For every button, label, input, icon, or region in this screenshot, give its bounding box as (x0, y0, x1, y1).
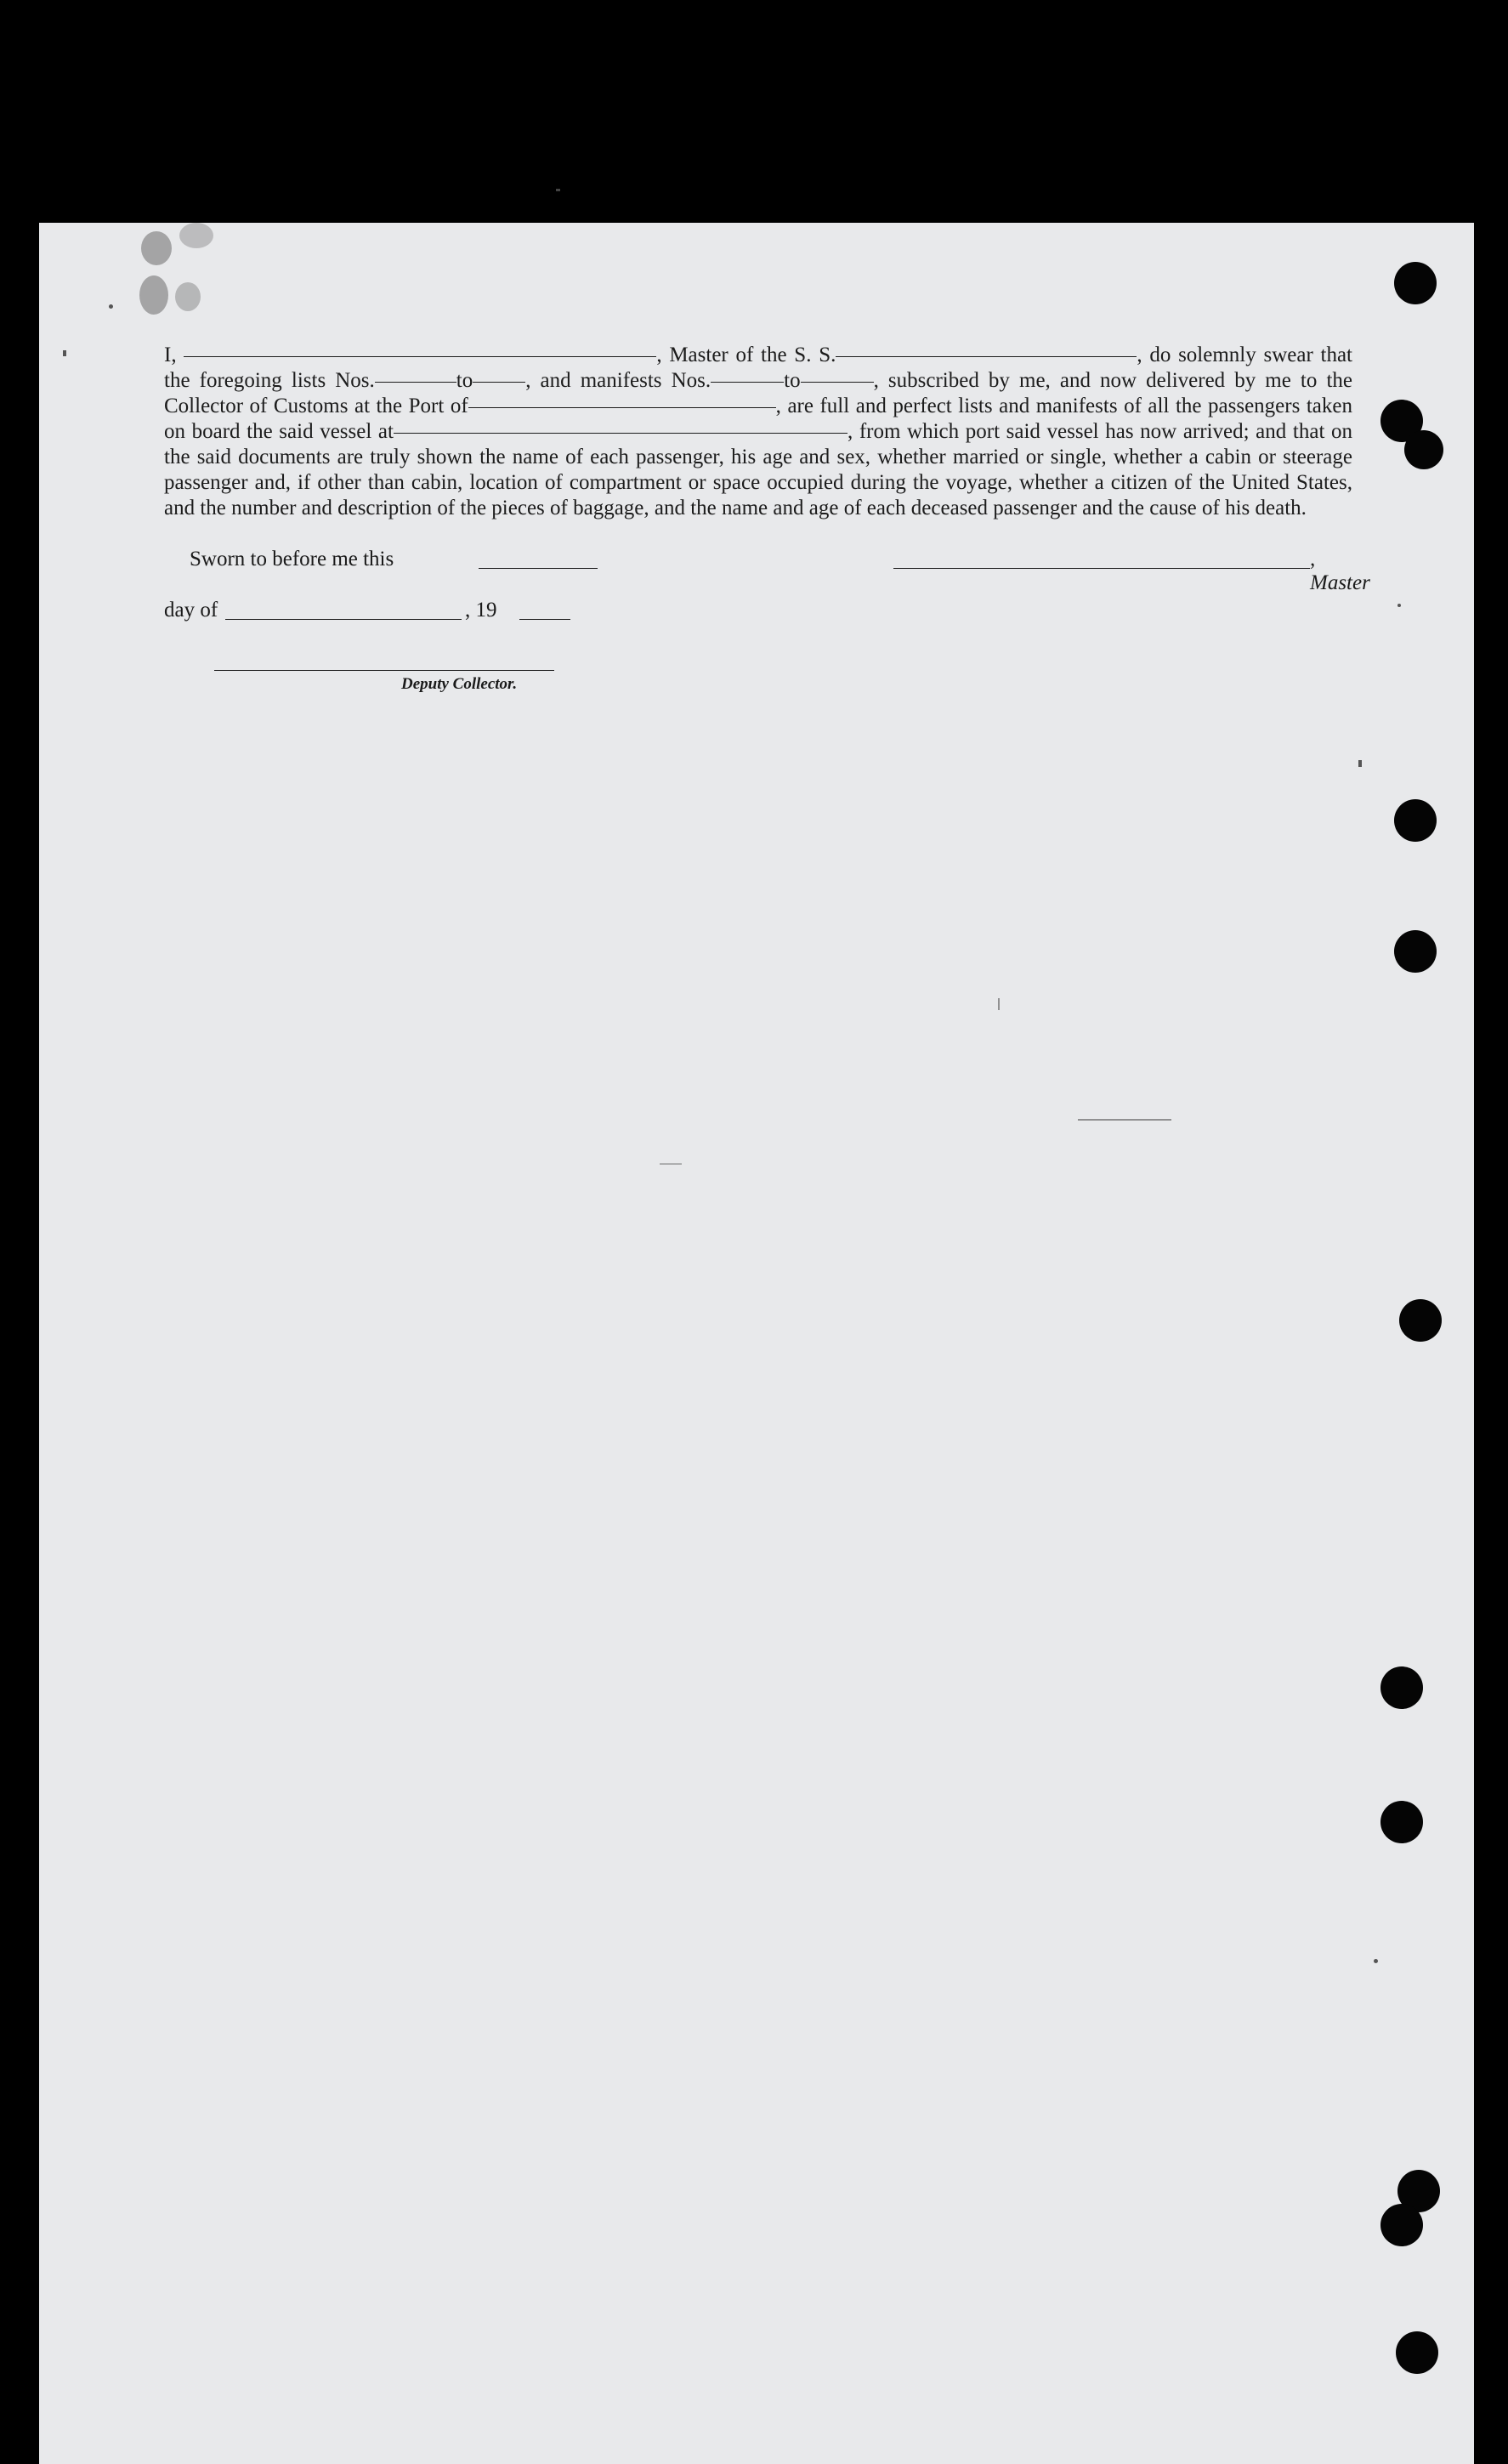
ink-smudge (139, 275, 168, 315)
ink-speck (660, 1163, 682, 1165)
oath-text-3: , do solemnly swear that the foregoing lists Nos. (164, 343, 1353, 392)
oath-text-8: , are full and perfect lists and manifests of all the passengers taken on board the said vessel at (164, 395, 1352, 443)
punch-hole (1380, 1666, 1423, 1709)
manifest-to-blank (801, 382, 874, 383)
margin-speck (556, 189, 560, 191)
ink-speck (109, 304, 113, 309)
punch-hole (1396, 2331, 1438, 2374)
day-row (164, 599, 674, 627)
master-label: , Master (1310, 548, 1370, 594)
sworn-text: Sworn to before me this (190, 548, 394, 571)
port-of-arrival-blank (468, 407, 776, 408)
day-of-text: day of (164, 599, 218, 622)
ink-speck (1078, 1119, 1171, 1121)
port-of-departure-blank (394, 433, 848, 434)
sworn-row (164, 548, 1370, 594)
punch-hole (1380, 2204, 1423, 2246)
oath-paragraph (164, 343, 1352, 521)
sworn-date-blank (479, 568, 598, 569)
punch-hole (1380, 1801, 1423, 1843)
oath-text-7: , subscribed by me, and now delivered by me to the Collector of Customs at the Port of (164, 369, 1352, 417)
deputy-collector-label: Deputy Collector. (401, 675, 518, 693)
ink-speck (63, 350, 66, 356)
punch-hole (1404, 430, 1443, 469)
oath-text-5: , and manifests Nos. (525, 369, 711, 392)
deputy-signature-line (214, 670, 554, 671)
ink-smudge (175, 282, 201, 311)
oath-text-1: I, (164, 343, 177, 366)
ship-name-blank (836, 356, 1137, 357)
punch-hole (1394, 262, 1437, 304)
oath-text-9: , from which port said vessel has now arrived; and that on the said documents are truly shown the name of each passenger, his age and sex, whether married or single, whether a cabin or steerage passenger and, if other than cabin, location of compartment or space occupied during the voyage, whether a citizen of the United States, and the number and description of the pieces of baggage, and the name and age of each deceased passenger and the cause of his death. (164, 420, 1352, 519)
master-signature-blank (893, 568, 1310, 569)
month-blank (225, 619, 462, 620)
punch-hole (1399, 1299, 1442, 1342)
list-from-blank (375, 382, 456, 383)
ink-smudge (179, 223, 213, 248)
ink-speck (1374, 1959, 1378, 1963)
punch-hole (1394, 799, 1437, 842)
punch-hole (1394, 930, 1437, 973)
oath-text-2: , Master of the S. S. (656, 343, 836, 366)
manifest-from-blank (711, 382, 784, 383)
ink-speck (1397, 604, 1401, 607)
ink-speck (1358, 760, 1362, 767)
oath-text-6: to (784, 369, 801, 392)
year-prefix-text: , 19 (465, 599, 497, 622)
year-blank (519, 619, 570, 620)
form-sheet (39, 223, 1474, 2464)
master-name-blank (184, 356, 656, 357)
ink-smudge (141, 231, 172, 265)
oath-text-4: to (456, 369, 473, 392)
list-to-blank (473, 382, 525, 383)
ink-speck (998, 998, 1000, 1010)
